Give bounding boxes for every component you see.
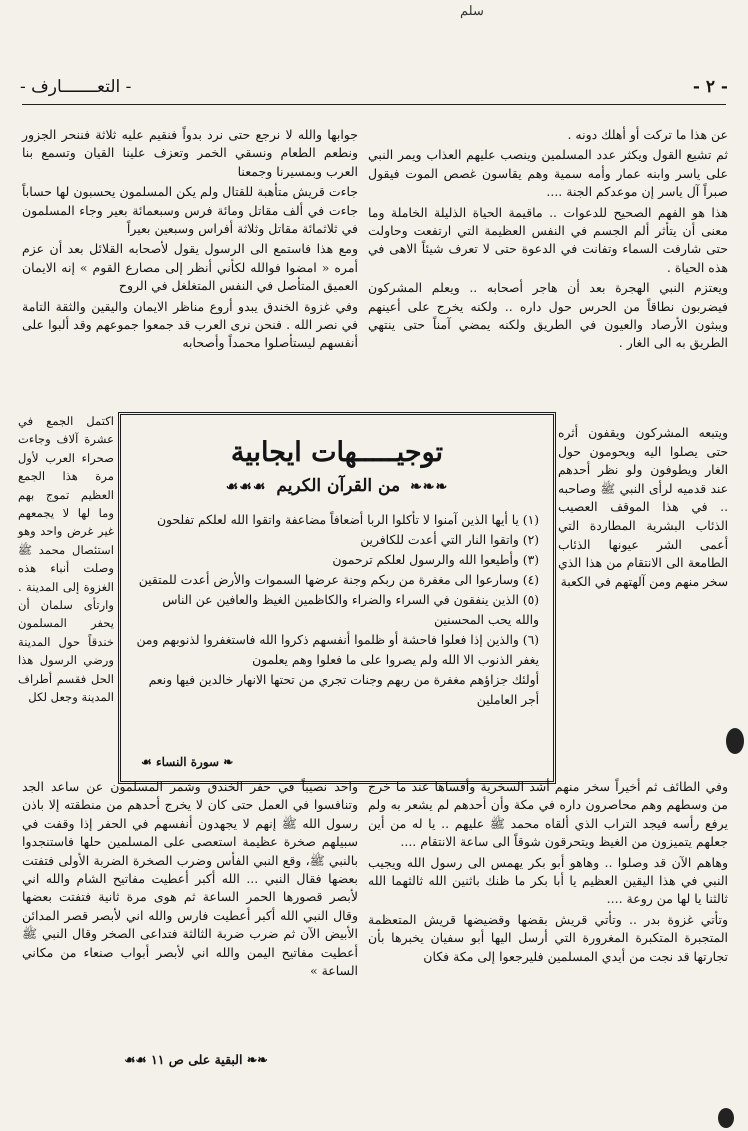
verse: (١) يا أيها الذين آمنوا لا تأكلوا الربا أضعافاً مضاعفة واتقوا الله لعلكم تفلحون [157, 513, 539, 527]
paragraph: ومع هذا فاستمع الى الرسول يقول لأصحابه القلائل بعد أن عزم أمره « امضوا فوالله لكأني أنظر إلى مصارع القوم » إنه الايمان العميق المتأصل في النفس المتغلغل في الروح [22, 241, 358, 294]
ornament-icon: ❧❧ [246, 1052, 268, 1067]
ornament-icon: ☙☙ [124, 1052, 147, 1067]
paragraph: ثم تشيع القول ويكثر عدد المسلمين وينصب عليهم العذاب ويمر النبي على ياسر وابنه عمار وأمه سمية وهم يقاسون غصص الموت فيقول صبراً آل ياسر إن موعدكم الجنة .... [368, 147, 728, 200]
ornament-icon: ☙☙☙ [225, 479, 267, 495]
left-column-bottom [22, 778, 358, 982]
left-narrow-column [18, 412, 114, 709]
paragraph: هذا هو الفهم الصحيح للدعوات .. ماقيمة الحياة الذليلة الخاملة وما معنى أن يتأثر ألم الجسم في النفس العظيمة التي ارتفعت وحاولت حتى شارفت السماء وتفانت في الدعوة حتى لا تعرف شيئاً الاهى في هذه الحياة . [368, 204, 728, 275]
quran-verses-box [118, 412, 556, 784]
source-text: سورة النساء [155, 755, 220, 769]
header-rule [22, 104, 726, 105]
paragraph: جوابها والله لا نرجع حتى نرد بدواً فنقيم عليه ثلاثة فننحر الجزور ونطعم الطعام ونسقي الخمر وتعزف علينا القيان وتسمع بنا العرب وبمسيرنا وجمعنا [22, 127, 358, 179]
verse: (٦) والذين إذا فعلوا فاحشة أو ظلموا أنفسهم ذكروا الله فاستغفروا لذنوبهم ومن يغفر الذنوب الا الله ولم يصروا على ما فعلوا وهم يعلمون [136, 633, 539, 667]
paragraph: واحد نصيباً في حفر الخندق وشمر المسلمون عن ساعد الجد وتنافسوا في العمل حتى كان لا يخرج أحدهم من منطقته إلا باذن رسول الله ﷺ إنهم لا يجهدون أنفسهم في الحفر إذا وقفت في سبيلهم صخرة عظيمة استعصى على المسلمين حلها فاستنجدوا بالنبي ﷺ، وقع النبي الفأس وضرب الصخرة الضربة الأولى فتفتت بعضها فقال النبي ... الله أكبر أعطيت مفاتيح الشام والله اني لأبصر قصورها الحمر الساعة ثم هوى مرة ثانية فتفتت بعضها وقال النبي الله أكبر أعطيت فارس والله اني لأبصر قصر المدائن الأبيض الآن ثم ضرب ضربة الثالثة فتداعى الصخر وقال النبي ﷺ أعطيت مفاتيح اليمن والله اني لأبصر أبواب صنعاء من مكاني الساعة » [22, 779, 358, 979]
right-column-bottom [368, 778, 728, 968]
source-label [141, 755, 233, 769]
verse: (٥) الذين ينفقون في السراء والضراء والكاظمين الغيظ والعافين عن الناس والله يحب المحسنين [162, 593, 539, 627]
paragraph: وفي غزوة الخندق يبدو أروع مناظر الايمان واليقين والثقة التامة في نصر الله . فنحن نرى العرب قد جمعوا جموعهم وقد ألبوا على أنفسهم ليستأصلوا محمداً وأصحابه [22, 298, 358, 351]
right-narrow-column [558, 424, 728, 593]
binding-hole-mark [726, 728, 744, 754]
paragraph: اكتمل الجمع في عشرة آلاف وجاءت صحراء العرب لأول مرة هذا الجمع العظيم تموج بهم وما لها لا يجمعهم غير غرض واحد وهو استئصال محمد ﷺ وصلت أنباء هذه الغزوة إلى المدينة . وارتأى سلمان أن يحفر المسلمون خندقاً حول المدينة ورضي الرسول هذا الحل فقسم أطراف المدينة وجعل لكل [18, 414, 114, 705]
ornament-icon: ❧❧❧ [410, 479, 449, 495]
paragraph: عن هذا ما تركت أو أهلك دونه . [567, 127, 728, 142]
ornament-icon: ☙ [141, 755, 152, 769]
paragraph: ويعتزم النبي الهجرة بعد أن هاجر أصحابه .. ويعلم المشركون فيضربون نطاقاً من الحرس حول داره .. ولكنه يخرج على أعينهم ويبثون الأرصاد والعيون في الطريق ولكنه يمضي آمناً حتى ينتهي الطريق به الى الغار . [368, 280, 728, 351]
paragraph: وفي الطائف ثم أخيراً سخر منهم أشد السخرية وأقساها عند ما خرج من وسطهم وهم محاصرون داره في مكة وأن أحدهم لم يشعر به ولم يرفع رأسه فيجد التراب الذي ألقاه محمد ﷺ عليهم .. يا له من أين جعلهم يتميزون من الغيظ ويتحرقون شوقاً الى ساعة الانتقام .... [368, 779, 728, 850]
continued-note [46, 1052, 346, 1067]
binding-hole-mark [718, 1108, 734, 1128]
ornament-icon: ❧ [223, 755, 234, 769]
verse: (٤) وسارعوا الى مغفرة من ربكم وجنة عرضها السموات والأرض أعدت للمتقين [138, 573, 539, 587]
right-column-top [368, 126, 728, 355]
box-subtitle-row [135, 476, 539, 496]
magazine-name: - التعـــــــارف - [20, 77, 132, 97]
verse: أولئك جزاؤهم مغفرة من ربهم وجنات تجري من تحتها الانهار خالدين فيها ونعم أجر العاملين [148, 673, 539, 707]
left-column-top [22, 126, 358, 355]
paragraph: جاءت قريش متأهبة للقتال ولم يكن المسلمون يحسبون لها حساباً جاءت في ألف مقاتل ومائة فرس وسبعمائة بعير وجاء المسلمون في ثلاثمائة مقاتل وثلاثة أفراس وسبعين بعيراً [22, 184, 358, 237]
corner-handwritten-mark: سلم [460, 4, 484, 19]
box-title: توجيـــــهات ايجابية [230, 437, 444, 468]
paragraph: وتأتي غزوة بدر .. وتأتي قريش بقضها وقضيضها قريش المتعظمة المتجبرة المتكبرة المغرورة التي أرسل اليها أبو سفيان يخبرها بأن تجارتها قد نجت من أيدي المسلمين فليرجعوا إلى مكة فكان [368, 911, 728, 964]
paragraph: ويتبعه المشركون ويقفون أثره حتى يصلوا اليه ويحومون حول الغار ويطوفون ولو نظر أحدهم عند قدميه لرأى النبي ﷺ وصاحبه .. في هذا الموقف العصيب الذئاب البشرية المطاردة التي أعمى الشر عيونها الذئاب الطامعة الى الانتقام من هذا الذي سخر منهم ومن آلهتهم في الكعبة [558, 426, 728, 589]
page-header [20, 74, 728, 100]
verse: (٢) واتقوا النار التي أعدت للكافرين [360, 533, 539, 547]
verse: (٣) وأطيعوا الله والرسول لعلكم ترحمون [332, 553, 539, 567]
paragraph: وهاهم الآن قد وصلوا .. وهاهو أبو بكر يهمس الى رسول الله ويجيب النبي في هذا اليقين العظيم يا أبا بكر ما ظنك باثنين الله ثالثهما الله ثالثنا يا لها من روعة .... [368, 854, 728, 907]
page-number: - ٢ - [692, 77, 728, 97]
continued-text: البقية على ص ١١ [150, 1052, 243, 1067]
box-subtitle: من القرآن الكريم [276, 476, 401, 496]
